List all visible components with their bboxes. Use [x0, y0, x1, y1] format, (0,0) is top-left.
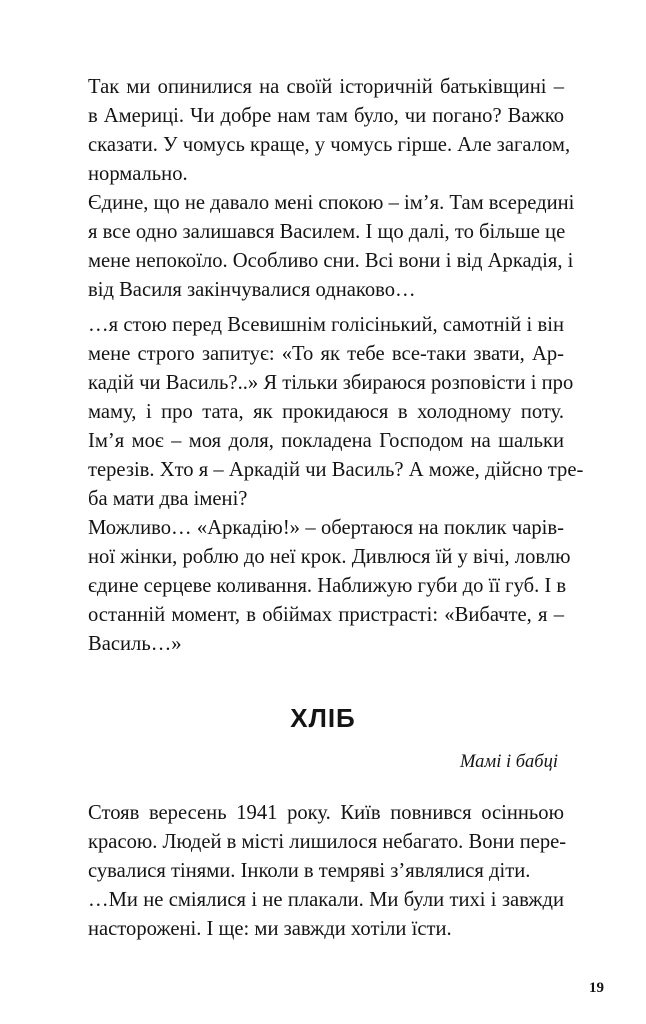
text-line: маму, і про тата, як прокидаюся в холодному поту.	[88, 401, 564, 423]
text-line: мене строго запитує: «То як тебе все-таки звати, Ар-	[88, 343, 564, 365]
text-line: терезів. Хто я – Аркадій чи Василь? А може, дійсно тре-	[88, 459, 584, 481]
page-number: 19	[589, 980, 604, 996]
text-line: ба мати два імені?	[88, 488, 248, 510]
text-line: Ім’я моє – моя доля, покладена Господом на шальки	[88, 430, 564, 452]
text-line: ної жінки, роблю до неї крок. Дивлюся їй у вічі, ловлю	[88, 546, 571, 568]
text-line: в Америці. Чи добре нам там було, чи погано? Важко	[88, 105, 564, 127]
text-line: Єдине, що не давало мені спокою – ім’я. Там всередині	[88, 192, 575, 214]
text-line: останній момент, в обіймах пристрасті: «Вибачте, я –	[88, 604, 564, 626]
text-line: єдине серцеве коливання. Наближую губи до її губ. І в	[88, 575, 567, 597]
text-line: насторожені. І ще: ми завжди хотіли їсти.	[88, 918, 452, 940]
text-line: Так ми опинилися на своїй історичній батьківщині –	[88, 76, 564, 98]
text-line: кадій чи Василь?..» Я тільки збираюся розповісти і про	[88, 372, 574, 394]
text-line: Можливо… «Аркадію!» – обертаюся на поклик чарів-	[88, 517, 564, 539]
chapter-title: ХЛІБ	[290, 703, 356, 733]
text-line: я все одно залишався Василем. І що далі, то більше це	[88, 221, 566, 243]
text-line: красою. Людей в місті лишилося небагато. Вони пере-	[88, 831, 567, 853]
text-line: Стояв вересень 1941 року. Київ повнився осінньою	[88, 802, 564, 824]
text-line: сувалися тінями. Інколи в темряві з’являлися діти.	[88, 860, 531, 882]
text-line: від Василя закінчувалися однаково…	[88, 279, 416, 301]
text-line: …я стою перед Всевишнім голісінький, самотній і він	[88, 314, 564, 336]
chapter-dedication: Мамі і бабці	[460, 752, 558, 772]
text-line: мене непокоїло. Особливо сни. Всі вони і від Аркадія, і	[88, 250, 574, 272]
text-line: сказати. У чомусь краще, у чомусь гірше. Але загалом,	[88, 134, 571, 156]
text-line: Василь…»	[88, 633, 182, 655]
text-line: …Ми не сміялися і не плакали. Ми були тихі і завжди	[88, 889, 564, 911]
text-line: нормально.	[88, 163, 188, 185]
